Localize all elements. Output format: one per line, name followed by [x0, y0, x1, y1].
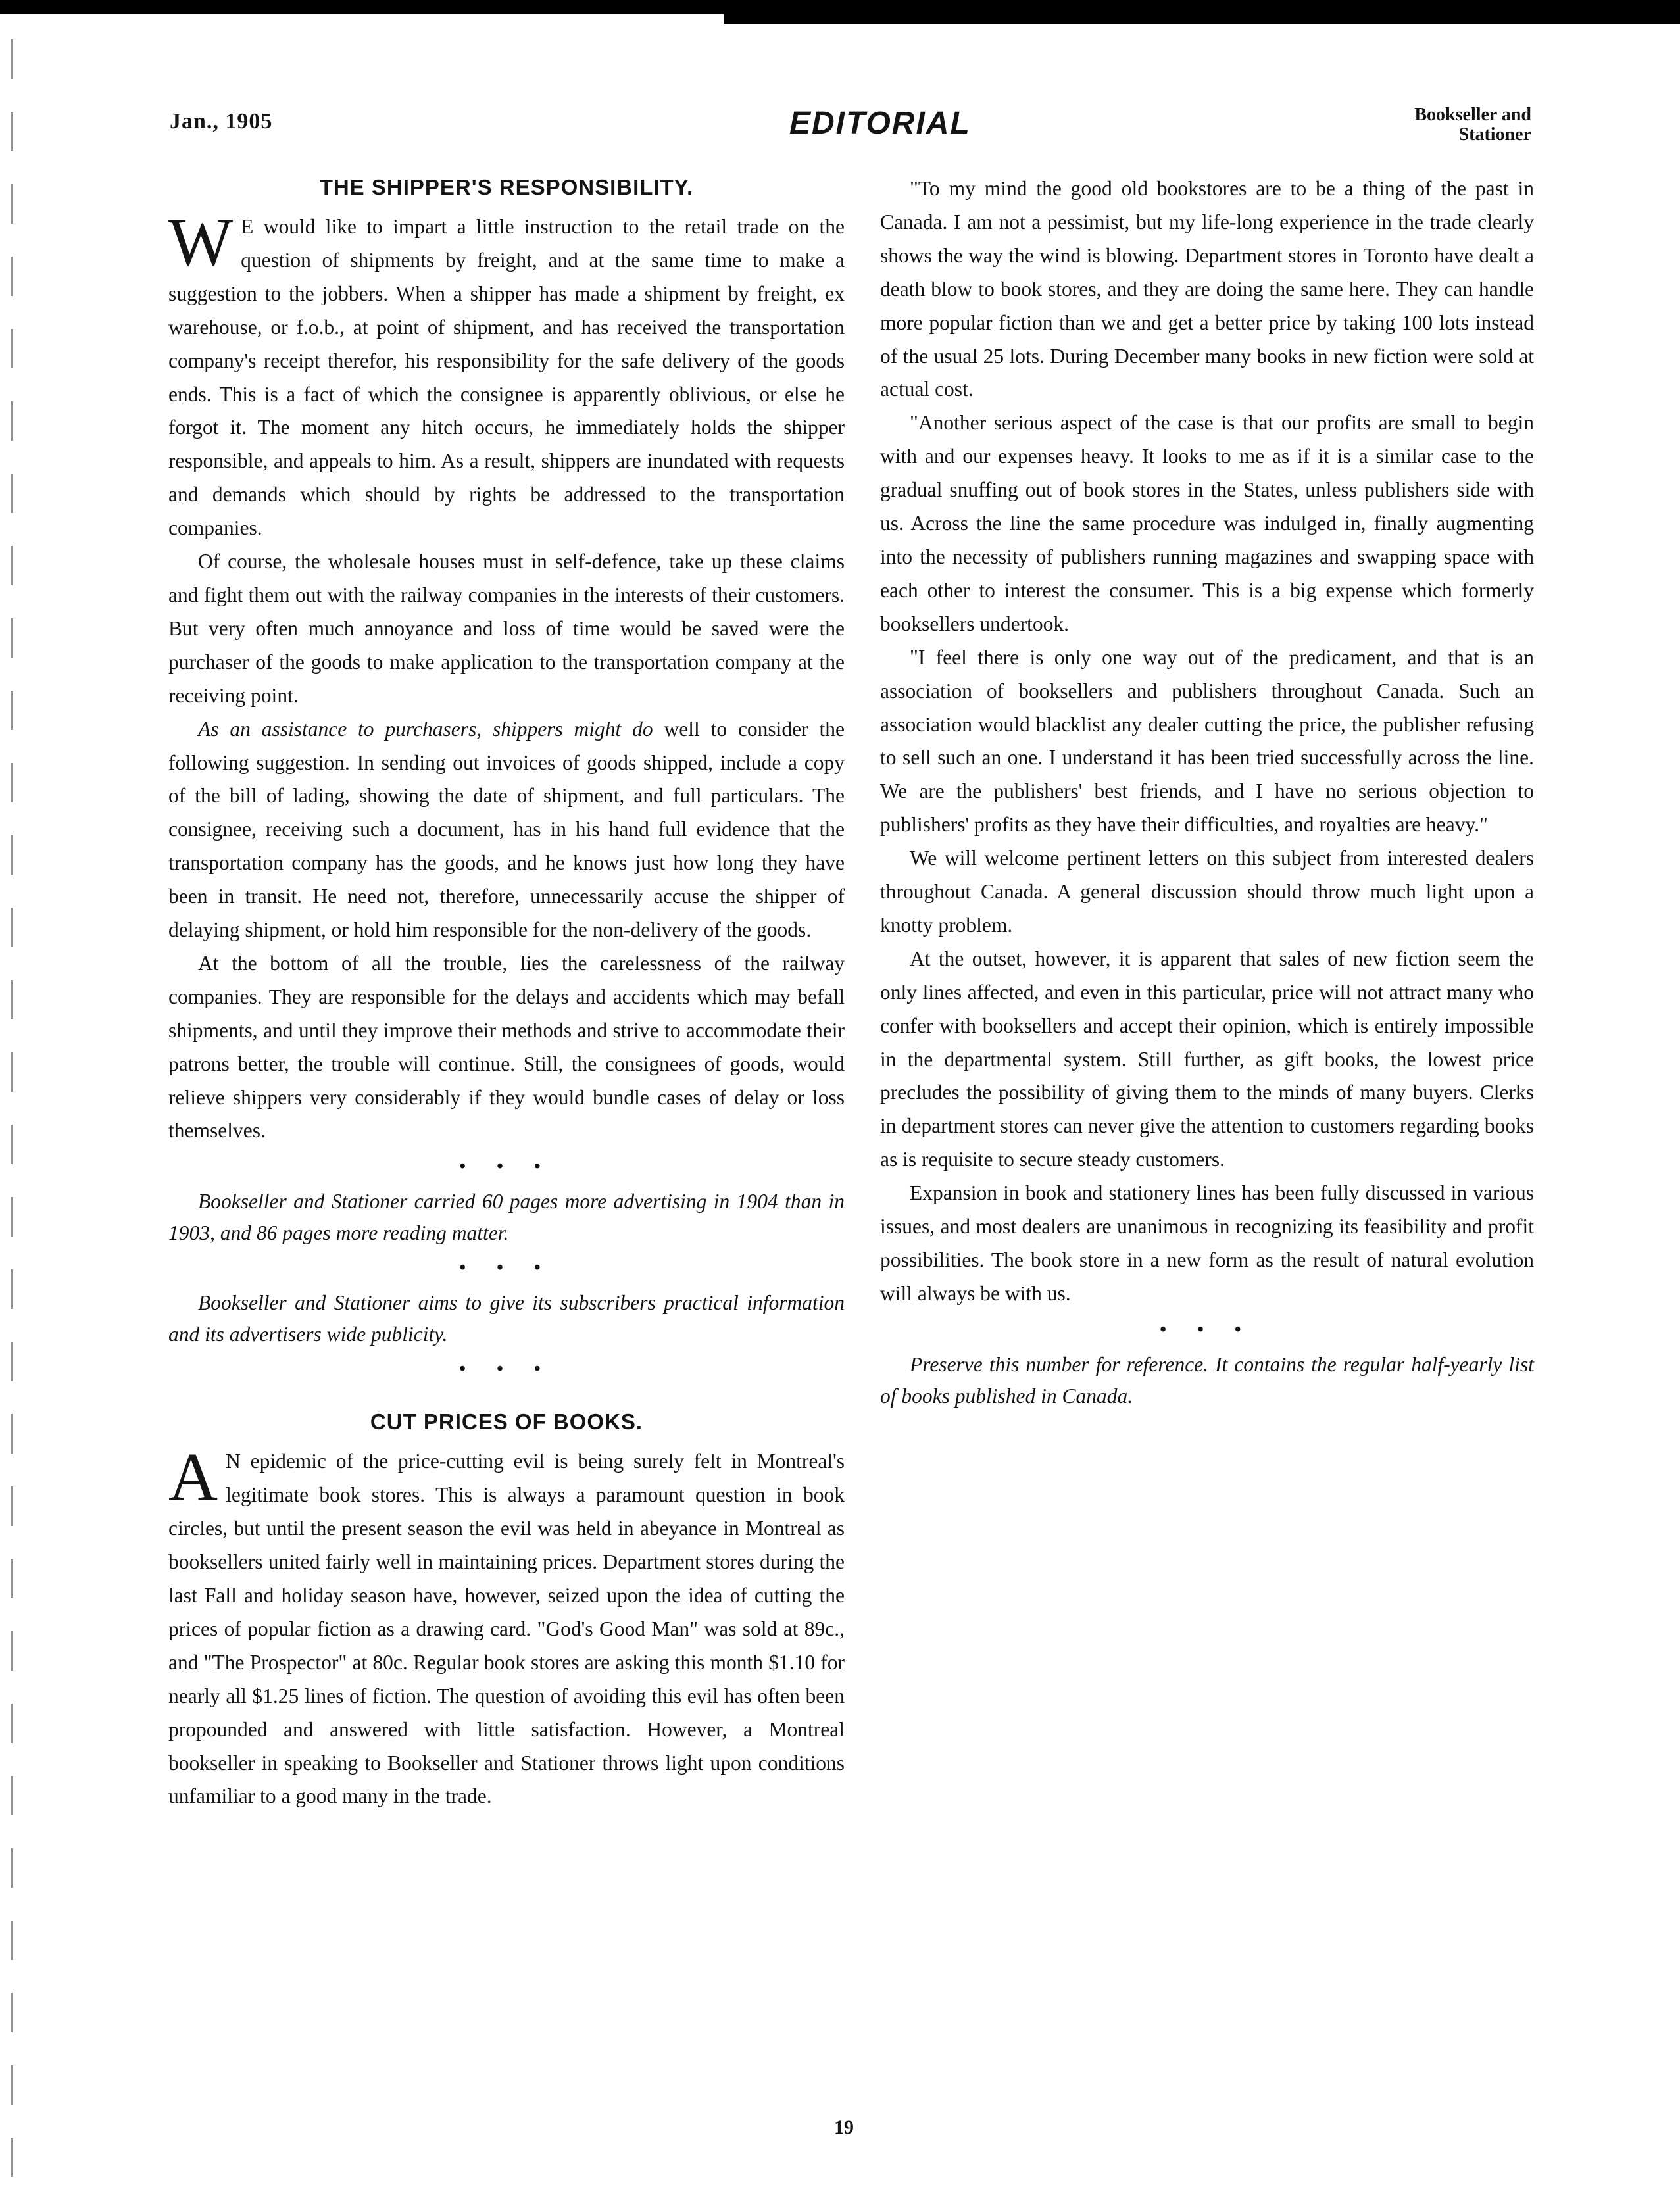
italic-phrase: As an assistance to purchasers, shippers might do: [198, 717, 653, 741]
article1-paragraph-2: Of course, the wholesale houses must in self-defence, take up these claims and fight them out with the railway companies in the interests of their customers. But very often much annoyance and loss of time would be saved were the purchaser of the goods to make application to the transportation company at the receiving point.: [168, 550, 845, 707]
publication-name: [1414, 105, 1531, 145]
issue-date: Jan., 1905: [170, 109, 273, 134]
right-column: [880, 172, 1534, 1412]
article1-paragraph-3: [168, 713, 845, 947]
article1-paragraph-4: At the bottom of all the trouble, lies the carelessness of the railway companies. They are responsible for the delays and accidents which may befall shipments, and until they improve their methods and strive to accommodate their patrons better, the trouble will continue. Still, the consignees of goods, would relieve shippers very considerably if they would bundle cases of delay or loss themselves.: [168, 951, 845, 1142]
scan-margin-artifact: [11, 39, 13, 2184]
note-advertising: Bookseller and Stationer carried 60 pages more advertising in 1904 than in 1903, and 86 pages more reading matter.: [168, 1190, 845, 1245]
lead-letters: E: [241, 215, 254, 238]
publication-name-line1: Bookseller and: [1414, 105, 1531, 125]
paragraph-text: epidemic of the price-cutting evil is being surely felt in Montreal's legitimate book stores. This is always a paramount question in book circles, but until the present season the evil was held in abeyance in Montreal as booksellers united fairly well in maintaining prices. Department stores during the last Fall and holiday season have, however, seized upon the idea of cutting the prices of popular fiction as a drawing card. "God's Good Man" was sold at 89c., and "The Prospector" at 80c. Regular book stores are asking this month $1.10 for nearly all $1.25 lines of fiction. The question of avoiding this evil has often been propounded and answered with little satisfaction. However, a Montreal bookseller in speaking to Bookseller and Stationer throws light upon conditions unfamiliar to a good many in the trade.: [168, 1450, 845, 1808]
publication-name-line2: Stationer: [1458, 124, 1531, 145]
paragraph-text: would like to impart a little instruction to the retail trade on the question of shipments by freight, and at the same time to make a suggestion to the jobbers. When a shipper has made a shipment by freight, ex warehouse, or f.o.b., at point of shipment, and has received the transportation company's receipt therefor, his responsibility for the safe delivery of the goods ends. This is a fact of which the consignee is apparently oblivious, or else he forgot it. The moment any hitch occurs, he immediately holds the shipper responsible, and appeals to him. As a result, shippers are inundated with requests and demands which should by rights be addressed to the transportation companies.: [168, 215, 845, 540]
article2-paragraph-3: "Another serious aspect of the case is that our profits are small to begin with and our expenses heavy. It looks to me as if it is a similar case to the gradual snuffing out of book stores in the States, unless publishers side with us. Across the line the same procedure was indulged in, finally augmenting into the necessity of publishers running magazines and swapping space with each other to interest the consumer. This is a big expense which formerly booksellers undertook.: [880, 411, 1534, 635]
top-border-bar-secondary: [724, 14, 1680, 24]
article2-paragraph-1: [168, 1439, 845, 1813]
lead-letters: N: [226, 1450, 241, 1473]
separator-dots: • • •: [459, 1359, 554, 1380]
note-preserve: Preserve this number for reference. It contains the regular half-yearly list of books published in Canada.: [880, 1352, 1534, 1408]
article2-paragraph-7: Expansion in book and stationery lines has been fully discussed in various issues, and most dealers are unanimous in recognizing its feasibility and profit possibilities. The book store in a new form as the result of natural evolution will always be with us.: [880, 1181, 1534, 1305]
article2-paragraph-5: We will welcome pertinent letters on this subject from interested dealers throughout Canada. A general discussion should throw much light upon a knotty problem.: [880, 846, 1534, 937]
separator-dots: • • •: [459, 1156, 554, 1177]
drop-cap: W: [168, 205, 234, 280]
left-column: [168, 172, 845, 1813]
drop-cap: A: [168, 1439, 218, 1515]
page-number: 19: [834, 2117, 854, 2138]
paragraph-text: well to consider the following suggestion. In sending out invoices of goods shipped, include a copy of the bill of lading, showing the date of shipment, and full particulars. The consignee, receiving such a document, has in his hand full evidence that the transportation company has the goods, and he knows just how long they have been in transit. He need not, therefore, unnecessarily accuse the shipper of delaying shipment, or hold him responsible for the non-delivery of the goods.: [168, 717, 845, 942]
article2-paragraph-2: "To my mind the good old bookstores are to be a thing of the past in Canada. I am not a pessimist, but my life-long experience in the trade clearly shows the way the wind is blowing. Department stores in Toronto have dealt a death blow to book stores, and they are doing the same here. They can handle more popular fiction than we and get a better price by taking 100 lots instead of the usual 25 lots. During December many books in new fiction were sold at actual cost.: [880, 177, 1534, 401]
separator-dots: • • •: [1160, 1319, 1254, 1340]
section-title: EDITORIAL: [789, 106, 971, 141]
article2-paragraph-4: "I feel there is only one way out of the predicament, and that is an association of booksellers and publishers throughout Canada. Such an association would blacklist any dealer cutting the price, the publisher refusing to sell such an one. I understand it has been tried successfully across the line. We are the publishers' best friends, and I have no serious objection to publishers' profits as they have their difficulties, and royalties are heavy.": [880, 645, 1534, 837]
article-title-shippers-responsibility: THE SHIPPER'S RESPONSIBILITY.: [319, 175, 694, 199]
article-title-cut-prices: CUT PRICES OF BOOKS.: [370, 1409, 643, 1434]
note-aims: Bookseller and Stationer aims to give its subscribers practical information and its advertisers wide publicity.: [168, 1291, 845, 1346]
article1-paragraph-1: [168, 205, 845, 545]
article2-paragraph-6: At the outset, however, it is apparent that sales of new fiction seem the only lines affected, and even in this particular, price will not attract many who confer with booksellers and accept their opinion, which is entirely impossible in the departmental system. Still further, as gift books, the lowest price precludes the possibility of giving them to the minds of many buyers. Clerks in department stores can never give the attention to customers regarding books as is requisite to secure steady customers.: [880, 946, 1534, 1171]
separator-dots: • • •: [459, 1258, 554, 1279]
top-border-bar: [0, 0, 1680, 14]
